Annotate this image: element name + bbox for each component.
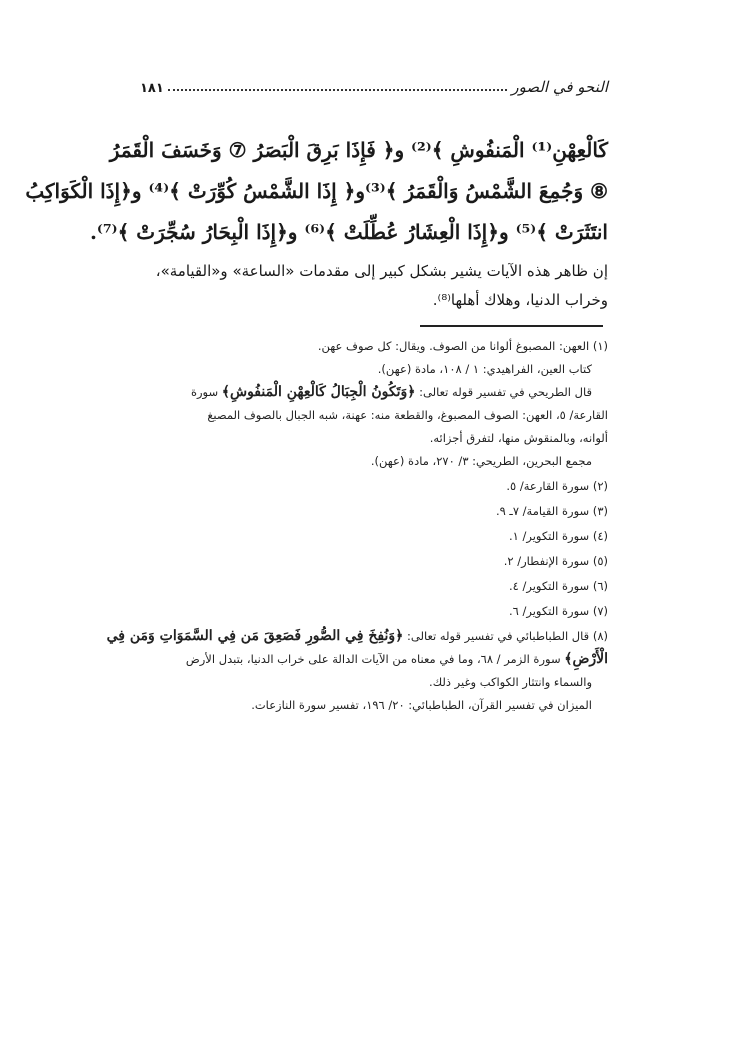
footnote-1-source: كتاب العين، الفراهيدي: ١ / ١٠٨، مادة (عهن). [377, 362, 592, 376]
footnotes [106, 335, 608, 717]
footnote-6: (٦) سورة التكوير/ ٤. [508, 579, 608, 593]
footnote-1-continued: القارعة/ ٥، العهن: الصوف المصبوغ، والقطعة منه: عهنة، شبه الجبال بالصوف المصبغ [207, 408, 608, 422]
footnote-5: (٥) سورة الإنفطار/ ٢. [503, 554, 608, 568]
footnote-4: (٤) سورة التكوير/ ١. [508, 529, 608, 543]
commentary-line: وخراب الدنيا، وهلاك أهلها⁽⁸⁾. [432, 291, 608, 309]
quran-verse-line: انتَثَرَتْ ﴾⁽⁵⁾ و﴿إِذَا الْعِشَارُ عُطِّلَتْ ﴾⁽⁶⁾ و﴿إِذَا الْبِحَارُ سُجِّرَتْ ﴾⁽⁷⁾. [89, 220, 608, 244]
footnote-1-quote [140, 381, 608, 404]
quran-quote: ﴿وَنُفِخَ فِي الصُّورِ فَصَعِقَ مَن فِي السَّمَوَاتِ وَمَن فِي [106, 628, 404, 644]
page-header [140, 72, 608, 96]
footnote-1: (١) العهن: المصبوغ ألوانا من الصوف. ويقال: كل صوف عهن. [317, 339, 608, 353]
footnote-8-continued: والسماء وانتثار الكواكب وغير ذلك. [429, 675, 592, 689]
footnote-separator [420, 325, 603, 327]
footnote-text: قال الطريحي في تفسير قوله تعالى: [419, 385, 592, 399]
page-number: ١٨١ [140, 81, 164, 96]
footnote-8-source: الميزان في تفسير القرآن، الطباطبائي: ٢٠/ ١٩٦، تفسير سورة النازعات. [251, 698, 592, 712]
footnote-8 [106, 625, 608, 648]
main-text [25, 130, 608, 315]
running-title: النحو في الصور [511, 78, 608, 96]
header-leader-dots [168, 88, 508, 91]
footnote-text: (٨) قال الطباطبائي في تفسير قوله تعالى: [407, 629, 608, 643]
footnote-1-continued: ألوانه، وبالمنقوش منها، لتفرق أجزائه. [429, 431, 608, 445]
footnote-1-source: مجمع البحرين، الطريحي: ٣/ ٢٧٠، مادة (عهن). [370, 454, 592, 468]
quran-quote: ﴿وَتَكُونُ الْجِبَالُ كَالْعِهْنِ الْمَنفُوشِ﴾ [221, 384, 416, 400]
commentary-line: إن ظاهر هذه الآيات يشير بشكل كبير إلى مقدمات «الساعة» و«القيامة»، [155, 262, 608, 280]
footnote-text: سورة الزمر / ٦٨، وما في معناه من الآيات الدالة على خراب الدنيا، بتبدل الأرض [185, 652, 561, 666]
footnote-8-continued [140, 648, 608, 671]
footnote-text: سورة [190, 385, 219, 399]
footnote-3: (٣) سورة القيامة/ ٧ـ ٩. [495, 504, 608, 518]
quran-verse-line: كَالْعِهْنِ⁽¹⁾ الْمَنفُوشِ ﴾⁽²⁾ و﴿ فَإِذَا بَرِقَ الْبَصَرُ ⑦ وَخَسَفَ الْقَمَرُ [109, 138, 608, 162]
footnote-7: (٧) سورة التكوير/ ٦. [508, 604, 608, 618]
quran-quote: الْأَرْضِ﴾ [564, 651, 608, 667]
quran-verse-line: ⑧ وَجُمِعَ الشَّمْسُ وَالْقَمَرُ ﴾⁽³⁾و﴿ إِذَا الشَّمْسُ كُوِّرَتْ ﴾⁽⁴⁾ و﴿إِذَا الْكَوَاكِبُ [25, 179, 608, 203]
commentary-paragraph [140, 257, 608, 315]
footnote-2: (٢) سورة القارعة/ ٥. [506, 479, 608, 493]
